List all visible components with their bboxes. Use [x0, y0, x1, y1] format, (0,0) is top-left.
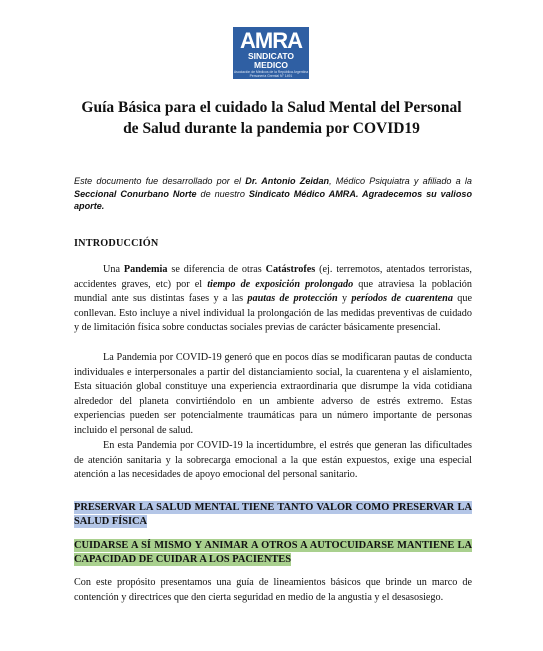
term-tiempo-exposicion: tiempo de exposición prolongado [207, 278, 354, 290]
logo-fine-print-2: Personería Gremial N° 1491 [249, 74, 293, 79]
paragraph-3 [74, 439, 472, 483]
text-run: Una [103, 264, 124, 275]
highlight-salud-mental [74, 501, 472, 528]
highlight-autocuidado [74, 539, 472, 566]
section-heading-introduccion: INTRODUCCIÓN [74, 238, 159, 249]
closing-paragraph [74, 576, 472, 605]
paragraph-2 [74, 351, 472, 439]
text-run: y [337, 293, 352, 305]
title-line-2: de Salud durante la pandemia por COVID19 [123, 120, 420, 137]
text-run: se diferencia de otras [167, 264, 266, 275]
paragraph-3-text: En esta Pandemia por COVID-19 la incertidumbre, el estrés que generan las dificultades de atención sanitaria y la sobrecarga emocional a la que están expuestos, exige una especial atención a las necesidades de apoyo emocional del personal sanitario. [74, 440, 472, 481]
term-pandemia: Pandemia [123, 264, 168, 275]
text-run: que atraviesa la población mundial ante sus distintas fases y a las [74, 278, 472, 305]
document-title [60, 97, 483, 139]
amra-logo [233, 27, 309, 79]
closing-text: Con este propósito presentamos una guía de lineamientos básicos que brinde un marco de contención y directrices que den cierta seguridad en medio de la angustia y el desasosiego. [74, 577, 472, 603]
paragraph-2-text: La Pandemia por COVID-19 generó que en pocos días se modificaran pautas de conducta individuales e interpersonales a partir del distanciamiento social, la cuarentena y el aislamiento, Esta situación global constituye una experiencia extraordinaria que disrumpe la vida cotidiana alrededor del planeta convirtiéndolo en un ambiente adverso de estrés extremo. Estas experiencias pueden ser potencialmente traumáticas para un número importante de personas incluido el personal de salud. [74, 352, 472, 436]
credit-union: Sindicato Médico AMRA. Agradecemos su valioso aporte. [74, 188, 472, 211]
term-catastrofes: Catástrofes [265, 264, 316, 275]
credit-text: de nuestro [196, 188, 249, 199]
text-run: que conllevan. Esto incluye a nivel individual la prolongación de las medidas preventivas de cuidado y de limitación física sobre conductas sociales previas de carácter básicamente presencial. [74, 293, 472, 334]
credit-author: Dr. Antonio Zeidan [245, 176, 330, 186]
highlight-text: PRESERVAR LA SALUD MENTAL TIENE TANTO VALOR COMO PRESERVAR LA SALUD FÍSICA [74, 502, 472, 527]
credit-text: Este documento fue desarrollado por el [74, 176, 246, 186]
title-line-1: Guía Básica para el cuidado la Salud Mental del Personal [81, 99, 462, 116]
text-run: (ej. terremotos, atentados terroristas, accidentes graves, etc) por el [74, 264, 472, 290]
credit-section: Seccional Conurbano Norte [74, 188, 197, 199]
author-credit [74, 175, 472, 213]
term-pautas-proteccion: pautas de protección [247, 293, 338, 305]
logo-fine-print-1: Asociación de Médicos de la República Argentina [233, 70, 309, 74]
highlight-text: CUIDARSE A SÍ MISMO Y ANIMAR A OTROS A AUTOCUIDARSE MANTIENE LA CAPACIDAD DE CUIDAR A LOS PACIENTES [74, 540, 472, 565]
logo-subtitle: SINDICATO MEDICO [248, 51, 294, 70]
logo-brand: AMRA [240, 28, 302, 53]
paragraph-1 [74, 263, 472, 336]
term-periodos-cuarentena: períodos de cuarentena [351, 293, 453, 305]
credit-text: , Médico Psiquiatra y afiliado a la [329, 176, 472, 186]
